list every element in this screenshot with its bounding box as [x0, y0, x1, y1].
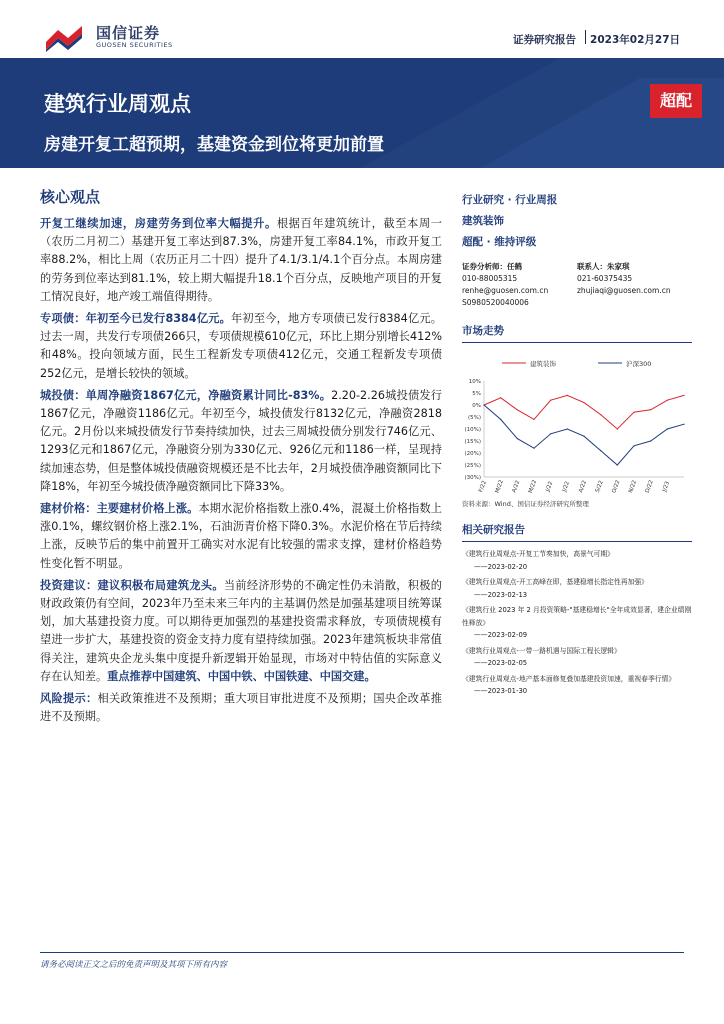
report-title[interactable]: 《建筑行业周观点-一带一路机遇与国际工程长逻辑》	[462, 646, 621, 655]
analyst-cert: S0980520040006	[462, 298, 529, 307]
series-line-0	[484, 395, 684, 429]
report-date: ——2023-02-13	[474, 590, 528, 599]
paragraph-lead: 城投债：单周净融资1867亿元，净融资累计同比-83%。	[40, 388, 332, 402]
report-date: ——2023-02-05	[474, 659, 528, 667]
x-tick-label: J/22	[545, 480, 555, 493]
y-tick-label: (20%)	[464, 451, 481, 457]
data-point	[667, 428, 668, 429]
data-point	[533, 419, 534, 420]
chart-source: 资料来源：Wind、国信证券经济研究所整理	[462, 500, 589, 508]
data-point	[500, 397, 501, 398]
data-point	[550, 400, 551, 401]
report-category: 行业研究 · 行业周报	[462, 194, 558, 206]
analyst-label: 证券分析师：任鹤	[462, 262, 522, 271]
report-title[interactable]: 《建筑行业周观点-开工高峰在即，基建稳增长指定性再加强》	[462, 578, 648, 586]
report-title[interactable]: 《建筑行业周观点-开复工节奏加快，高景气可期》	[462, 550, 614, 558]
y-tick-label: (15%)	[464, 439, 481, 445]
market-trend-title: 市场走势	[462, 323, 692, 343]
data-point	[583, 436, 584, 437]
data-point	[567, 395, 568, 396]
footer-divider	[40, 952, 684, 953]
contact-label: 联系人：朱家琪	[577, 262, 630, 271]
analyst-info	[462, 261, 692, 309]
data-point	[500, 419, 501, 420]
y-tick-label: (25%)	[464, 463, 481, 469]
x-tick-label: M/22	[527, 479, 539, 495]
x-tick-label: J/23	[661, 480, 672, 493]
paragraph-body: 相关政策推进不及预期；重大项目审批进度不及预期；国央企改革推进不及预期。	[40, 692, 442, 724]
x-tick-label: O/22	[611, 479, 622, 494]
x-tick-label: F/22	[478, 479, 488, 494]
data-point	[517, 438, 518, 439]
paragraph-lead: 专项债：年初至今已发行8384亿元。	[40, 312, 232, 326]
paragraph-lead: 风险提示：	[40, 692, 98, 706]
data-point	[517, 409, 518, 410]
contact-email[interactable]: zhujiaqi@guosen.com.cn	[577, 286, 671, 295]
x-tick-label: M/22	[494, 479, 505, 495]
report-date: 2023年02月27日	[590, 34, 680, 46]
disclaimer: 请务必阅读正文之后的免责声明及其项下所有内容	[40, 960, 228, 970]
analyst-email[interactable]: renhe@guosen.com.cn	[462, 286, 549, 295]
paragraph-risk	[40, 690, 442, 726]
y-tick-label: 10%	[468, 379, 481, 385]
x-tick-label: N/22	[628, 479, 639, 494]
list-item[interactable]	[462, 604, 692, 642]
paragraph-body: 2.20-2.26城投债发行1867亿元，净融资1186亿元。年初至今，城投债发行8132亿元，净融资2818亿元。2月份以来城投债发行节奏持续加快，过去三周城投债分别发行746亿元、1293亿元和1867亿元，净融资分别为330亿元、926亿元和1186一样，呈现持续加速态势，但是整体城投债融资规模还是不比去年，2月城投债净融资额同比下降18%，年初至今城投债净融资额同比下降33%。	[40, 388, 442, 493]
contact-phone: 021-60375435	[577, 274, 633, 283]
data-point	[550, 433, 551, 434]
paragraph-construction	[40, 215, 442, 306]
rating-badge: 超配	[650, 84, 702, 118]
report-header	[0, 0, 724, 58]
paragraph-lead: 开复工继续加速，房建劳务到位率大幅提升。	[40, 217, 277, 230]
sidebar	[462, 190, 692, 701]
related-reports-list	[462, 548, 692, 698]
page-subtitle: 房建开复工超预期，基建资金到位将更加前置	[44, 135, 384, 155]
guosen-logo-icon	[44, 24, 84, 52]
report-title[interactable]: 《建筑行业周观点-地产基本面修复叠加基建投资加速，重视春季行情》	[462, 674, 676, 683]
report-date: ——2023-02-20	[474, 562, 528, 571]
report-date: ——2023-02-09	[474, 631, 528, 639]
rating-line: 超配 · 维持评级	[462, 236, 537, 248]
data-point	[633, 445, 634, 446]
related-reports-title: 相关研究报告	[462, 522, 692, 542]
report-title[interactable]: 《建筑行业 2023 年 2 月投资策略-"基建稳增长"全年成效显著，建企业绩刚性释放》	[462, 606, 692, 627]
brand-name: 国信证券	[96, 24, 161, 42]
title-banner	[0, 58, 724, 168]
data-point	[633, 412, 634, 413]
paragraph-body: 根据百年建筑统计，截至本周一（农历二月初二）基建开复工率达到87.3%，房建开复工率84.1%，市政开复工率88.2%，相比上周（农历正月二十四）提升了4.1/3.1/4.1个百分点。本周房建的劳务到位率达到81.1%，较上期大幅提升18.1个百分点，反映地产项目的开复工情况良好，地产竣工端值得期待。	[40, 217, 442, 303]
divider	[585, 30, 586, 44]
paragraph-body: 当前经济形势的不确定性仍未消散，积极的财政政策仍有空间，2023年乃至未来三年内的主基调仍然是加强基建项目统筹谋划，加大基建投资力度。可以期待更加强烈的基建投资需求释放，专项债规模有望进一步扩大，基建投资的资金支持力度有望持续加强。2023年建筑板块非常值得关注，建筑央企龙头集中度提升新逻辑开始显现，市场对中特估值的实际意义存在认知差。	[40, 578, 442, 683]
y-tick-label: (30%)	[464, 475, 481, 481]
data-point	[567, 428, 568, 429]
data-point	[683, 424, 684, 425]
list-item[interactable]	[462, 673, 692, 698]
list-item[interactable]	[462, 645, 692, 670]
data-point	[650, 440, 651, 441]
list-item[interactable]	[462, 576, 692, 601]
section-title: 核心观点	[40, 188, 101, 206]
paragraph-lgfv-bonds	[40, 387, 442, 496]
analyst-phone: 010-88005315	[462, 274, 518, 283]
core-views	[40, 186, 442, 730]
brand-name-en: GUOSEN SECURITIES	[96, 41, 173, 49]
industry-name: 建筑装饰	[462, 215, 504, 227]
series-line-1	[484, 405, 684, 465]
paragraph-tail: 重点推荐中国建筑、中国中铁、中国铁建、中国交建。	[107, 669, 376, 683]
report-date: ——2023-01-30	[474, 687, 528, 695]
y-tick-label: 0%	[472, 403, 481, 409]
y-tick-label: (10%)	[464, 427, 481, 433]
y-tick-label: 5%	[472, 391, 481, 397]
data-point	[617, 464, 618, 465]
paragraph-lead: 投资建议：建议积极布局建筑龙头。	[40, 578, 224, 592]
analyst-contact	[577, 261, 692, 309]
paragraph-lead: 建材价格：主要建材价格上涨。	[40, 502, 199, 516]
x-tick-label: D/22	[644, 479, 655, 494]
list-item[interactable]	[462, 548, 692, 573]
data-point	[483, 404, 484, 405]
paragraph-materials	[40, 500, 442, 573]
y-tick-label: (5%)	[467, 415, 481, 421]
data-point	[617, 428, 618, 429]
data-point	[683, 395, 684, 396]
market-trend-chart	[462, 349, 692, 497]
paragraph-body: 本期水泥价格指数上涨0.4%，混凝土价格指数上涨0.1%，螺纹钢价格上涨2.1%，石油沥青价格下降0.3%。水泥价格在节后持续上涨，反映节后的集中前置开工确实对水泥有比较强的需求支撑，建材价格趋势性变化暂不明显。	[40, 502, 442, 570]
x-tick-label: A/22	[578, 479, 589, 494]
data-point	[650, 409, 651, 410]
trend-chart-svg	[462, 349, 692, 497]
x-tick-label: A/22	[511, 479, 522, 494]
analyst-primary	[462, 261, 577, 309]
x-tick-label: J/22	[561, 480, 572, 493]
paragraph-body: 年初至今，地方专项债已发行8384亿元。过去一周，共发行专项债266只，专项债规模610亿元，环比上期分别增长412%和48%。投向领域方面，民生工程新发专项债412亿元，交通工程新发专项债252亿元，是增长较快的领域。	[40, 312, 442, 380]
paragraph-investment	[40, 577, 442, 686]
data-point	[533, 448, 534, 449]
x-tick-label: S/22	[594, 479, 605, 494]
legend-label: 沪深300	[626, 360, 652, 368]
doc-type: 证券研究报告	[513, 34, 576, 46]
paragraph-special-bonds	[40, 310, 442, 383]
page-title: 建筑行业周观点	[44, 92, 191, 116]
legend-label: 建筑装饰	[530, 360, 556, 368]
data-point	[583, 402, 584, 403]
data-point	[667, 400, 668, 401]
data-point	[600, 450, 601, 451]
data-point	[600, 414, 601, 415]
